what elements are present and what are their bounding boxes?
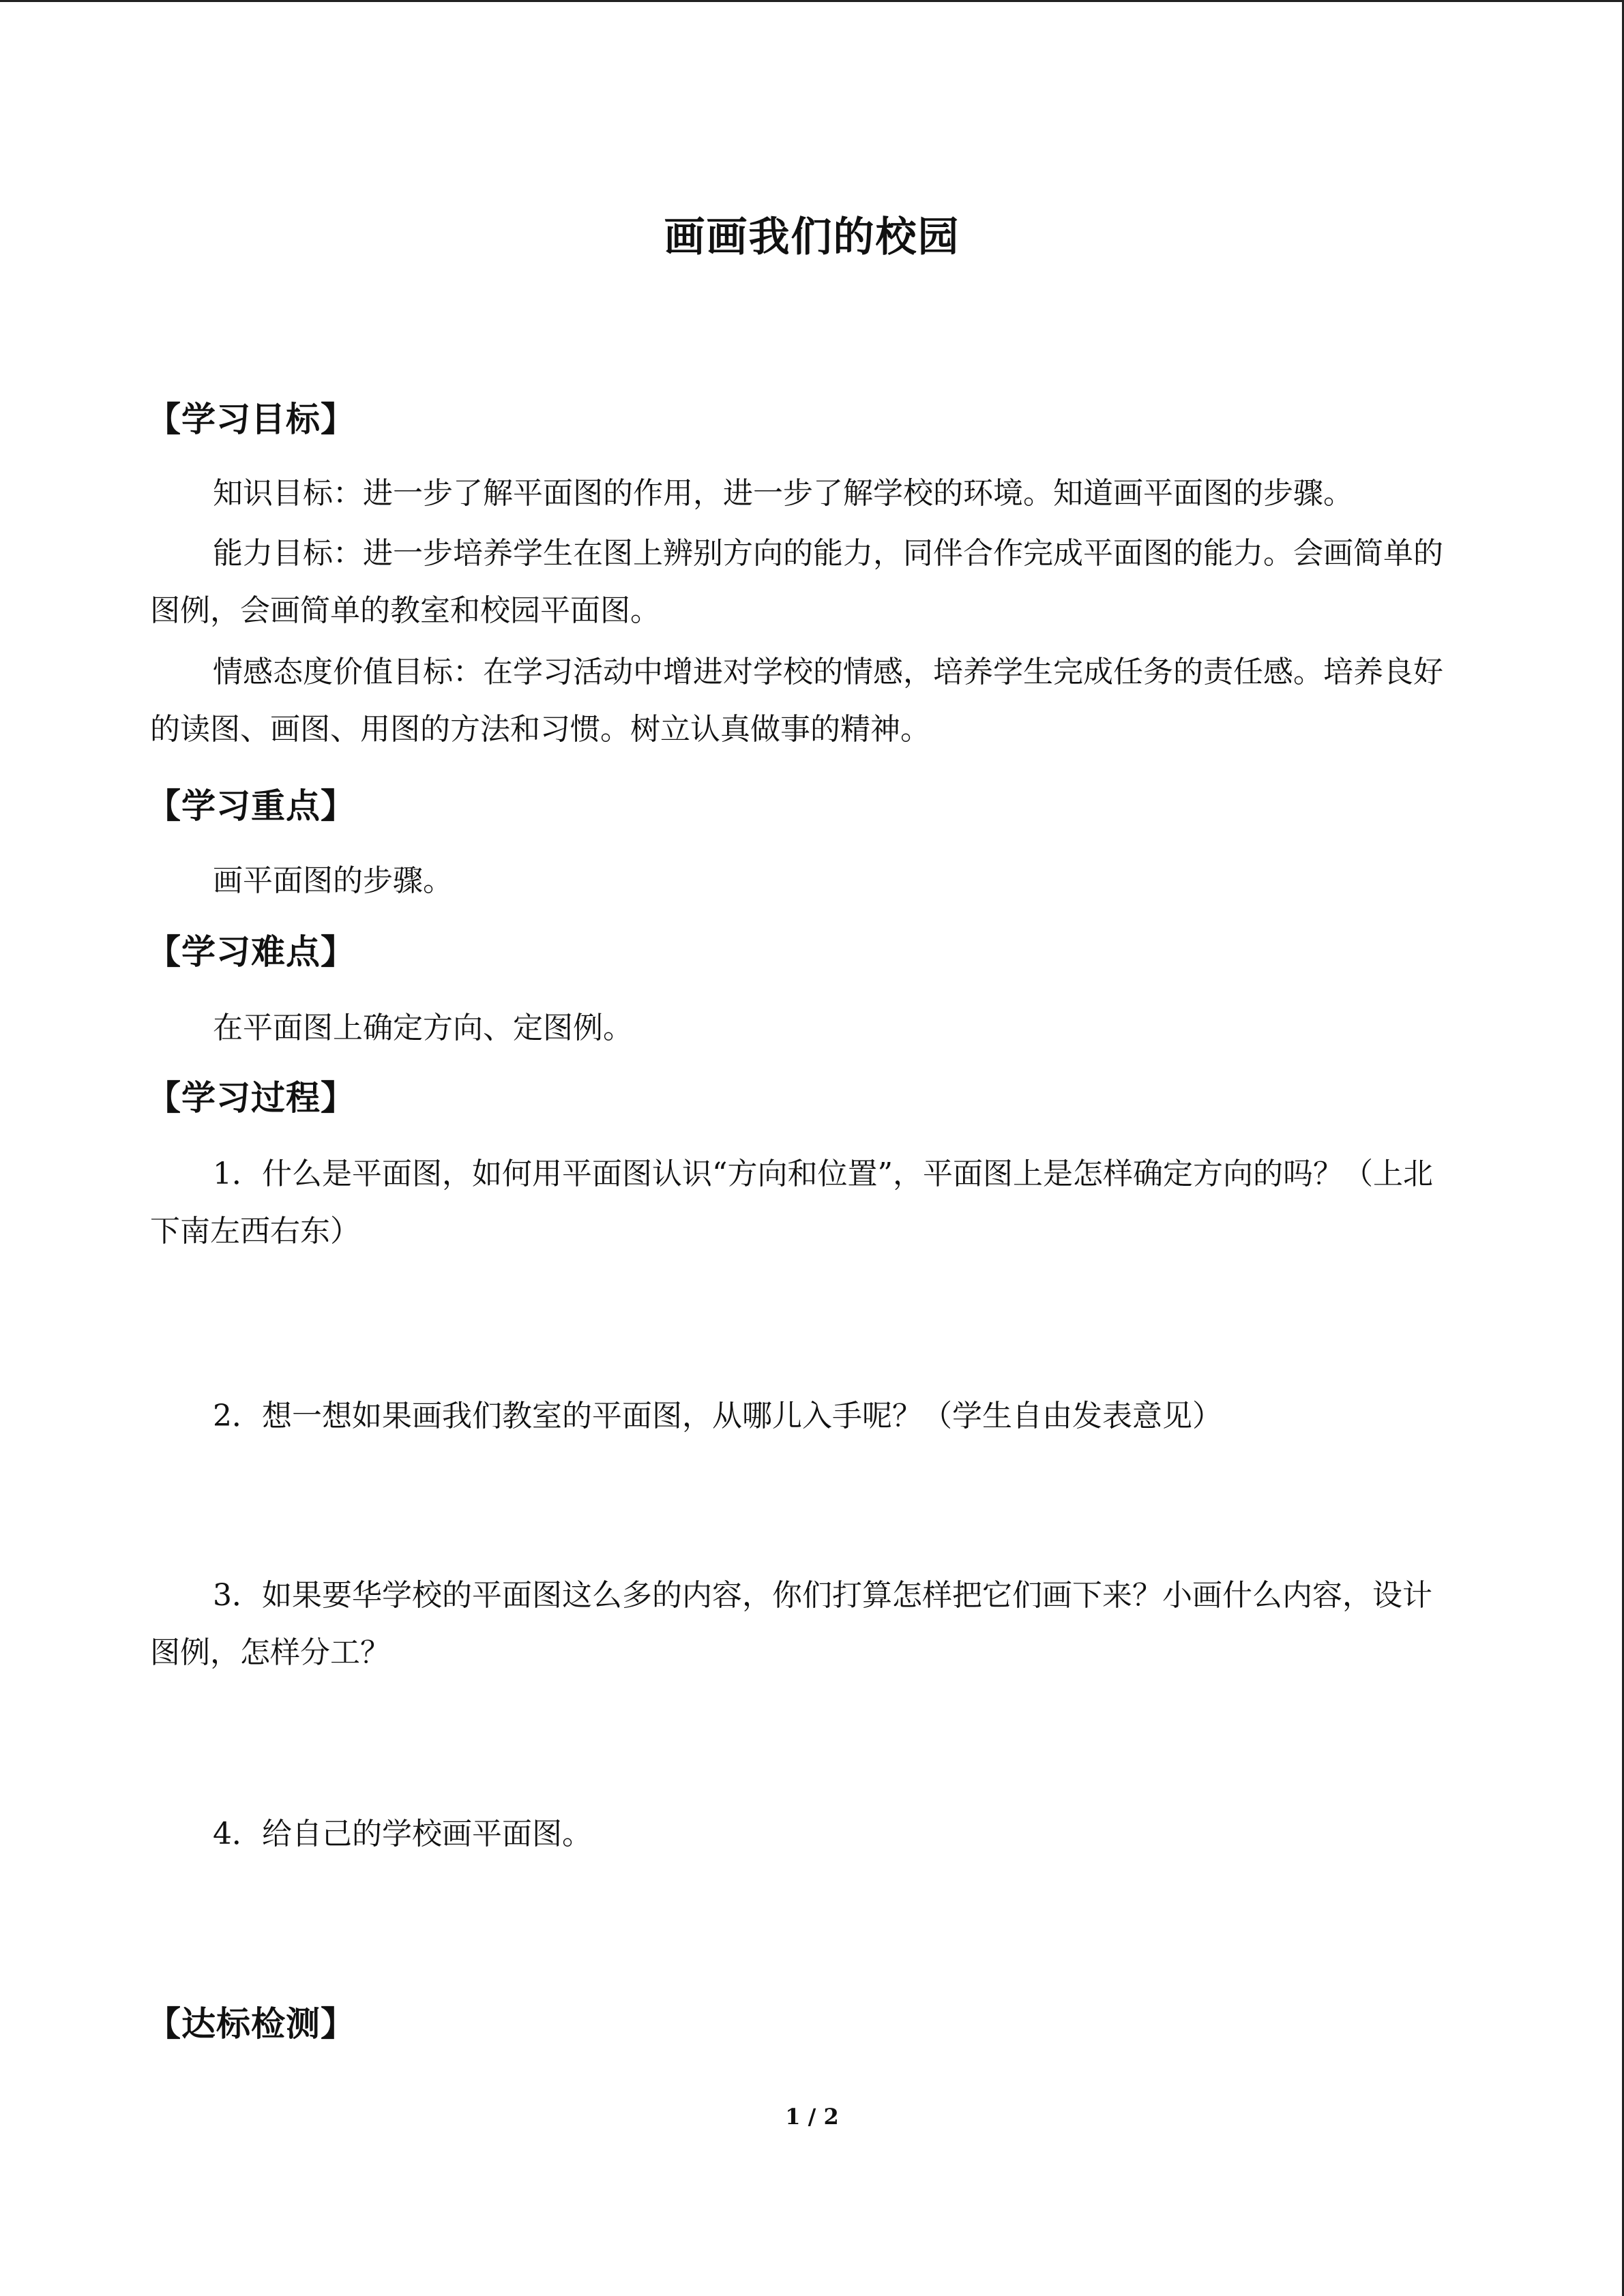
objective-ability: 能力目标：进一步培养学生在图上辨别方向的能力，同伴合作完成平面图的能力。会画简单的图例，会画简单的教室和校园平面图。 [150, 536, 1443, 628]
objective-knowledge: 知识目标：进一步了解平面图的作用，进一步了解学校的环境。知道画平面图的步骤。 [213, 476, 1353, 511]
heading-focus: 【学习重点】 [147, 786, 355, 826]
page-number: 1 / 2 [785, 2104, 839, 2130]
process-item-1: 1．什么是平面图，如何用平面图认识“方向和位置”，平面图上是怎样确定方向的吗？（上北下南左西右东） [150, 1157, 1433, 1249]
process-item-3: 3．如果要华学校的平面图这么多的内容，你们打算怎样把它们画下来？小画什么内容，设计图例，怎样分工？ [150, 1578, 1432, 1670]
focus-text: 画平面图的步骤。 [213, 863, 453, 898]
heading-difficulty: 【学习难点】 [147, 931, 355, 972]
difficulty-text: 在平面图上确定方向、定图例。 [213, 1011, 633, 1045]
page-title: 画画我们的校园 [664, 213, 960, 261]
objective-emotion: 情感态度价值目标：在学习活动中增进对学校的情感，培养学生完成任务的责任感。培养良好的读图、画图、用图的方法和习惯。树立认真做事的精神。 [150, 655, 1443, 747]
process-item-2: 2．想一想如果画我们教室的平面图，从哪儿入手呢？（学生自由发表意见） [213, 1399, 1222, 1433]
heading-assessment: 【达标检测】 [147, 2003, 355, 2044]
heading-process: 【学习过程】 [147, 1077, 355, 1118]
heading-objectives: 【学习目标】 [147, 399, 355, 439]
process-item-4: 4．给自己的学校画平面图。 [213, 1817, 592, 1851]
